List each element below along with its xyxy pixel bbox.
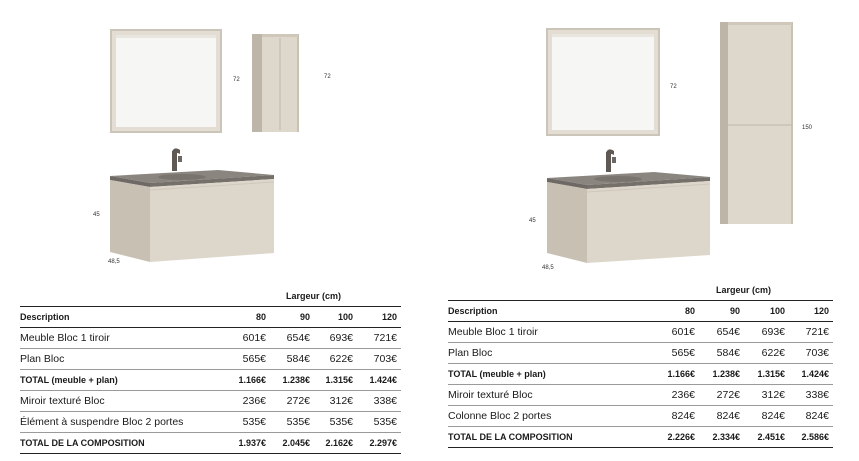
left-col-description: Description xyxy=(20,307,226,328)
price-cell: 535€ xyxy=(226,412,270,433)
right-col-width: 80 xyxy=(654,301,699,322)
left-product-illustration xyxy=(0,0,430,280)
price-cell: 824€ xyxy=(744,406,789,427)
price-cell: 1.315€ xyxy=(314,370,357,391)
price-cell: 654€ xyxy=(270,328,314,349)
right-vanity-image xyxy=(547,172,710,263)
table-row xyxy=(20,349,401,370)
price-cell: 703€ xyxy=(789,343,833,364)
table-row-subtotal xyxy=(448,364,833,385)
right-dim-vanity-height: 45 xyxy=(529,218,536,224)
right-dim-mirror-height: 72 xyxy=(670,84,677,90)
price-cell: 622€ xyxy=(744,343,789,364)
right-col-description: Description xyxy=(448,301,654,322)
table-row xyxy=(448,322,833,343)
left-dim-cabinet-height: 72 xyxy=(324,74,331,80)
table-row xyxy=(20,412,401,433)
right-composition xyxy=(430,0,859,461)
price-cell: 622€ xyxy=(314,349,357,370)
row-label: Élément à suspendre Bloc 2 portes xyxy=(20,412,226,433)
price-cell: 703€ xyxy=(357,349,401,370)
price-cell: 236€ xyxy=(226,391,270,412)
left-faucet-image xyxy=(172,148,182,171)
left-col-width: 90 xyxy=(270,307,314,328)
price-cell: 1.424€ xyxy=(357,370,401,391)
price-cell: 312€ xyxy=(314,391,357,412)
row-label: TOTAL DE LA COMPOSITION xyxy=(448,427,654,448)
price-cell: 2.045€ xyxy=(270,433,314,454)
price-cell: 2.451€ xyxy=(744,427,789,448)
price-cell: 721€ xyxy=(789,322,833,343)
row-label: Plan Bloc xyxy=(448,343,654,364)
price-cell: 338€ xyxy=(789,385,833,406)
price-cell: 236€ xyxy=(654,385,699,406)
row-label: TOTAL (meuble + plan) xyxy=(20,370,226,391)
left-largeur-label: Largeur (cm) xyxy=(285,291,341,301)
price-cell: 1.315€ xyxy=(744,364,789,385)
table-row xyxy=(20,328,401,349)
right-col-width: 100 xyxy=(744,301,789,322)
price-cell: 2.334€ xyxy=(699,427,744,448)
table-row xyxy=(448,406,833,427)
price-cell: 601€ xyxy=(654,322,699,343)
price-cell: 824€ xyxy=(699,406,744,427)
table-row-subtotal xyxy=(20,370,401,391)
price-cell: 338€ xyxy=(357,391,401,412)
price-cell: 2.297€ xyxy=(357,433,401,454)
price-cell: 272€ xyxy=(270,391,314,412)
table-row xyxy=(448,385,833,406)
price-cell: 312€ xyxy=(744,385,789,406)
price-cell: 1.166€ xyxy=(654,364,699,385)
left-mirror-image xyxy=(110,29,222,133)
right-table-header xyxy=(448,301,833,322)
left-col-width: 100 xyxy=(314,307,357,328)
price-cell: 654€ xyxy=(699,322,744,343)
left-wall-cabinet-image xyxy=(252,34,299,132)
price-cell: 824€ xyxy=(789,406,833,427)
price-cell: 693€ xyxy=(314,328,357,349)
left-table-header xyxy=(20,307,401,328)
price-cell: 1.424€ xyxy=(789,364,833,385)
table-row xyxy=(20,391,401,412)
row-label: Miroir texturé Bloc xyxy=(448,385,654,406)
right-column-image xyxy=(720,22,793,224)
row-label: Plan Bloc xyxy=(20,349,226,370)
right-dim-vanity-depth: 48,5 xyxy=(542,265,554,271)
right-mirror-image xyxy=(546,28,660,136)
table-row-total xyxy=(448,427,833,448)
price-cell: 272€ xyxy=(699,385,744,406)
row-label: Meuble Bloc 1 tiroir xyxy=(20,328,226,349)
price-cell: 601€ xyxy=(226,328,270,349)
price-cell: 1.166€ xyxy=(226,370,270,391)
right-price-table xyxy=(448,280,833,448)
price-cell: 584€ xyxy=(699,343,744,364)
left-col-width: 120 xyxy=(357,307,401,328)
row-label: Meuble Bloc 1 tiroir xyxy=(448,322,654,343)
right-dim-column-height: 150 xyxy=(802,125,813,131)
price-cell: 2.586€ xyxy=(789,427,833,448)
price-cell: 535€ xyxy=(357,412,401,433)
price-cell: 1.238€ xyxy=(699,364,744,385)
left-dim-mirror-height: 72 xyxy=(233,77,240,83)
table-row-total xyxy=(20,433,401,454)
price-cell: 693€ xyxy=(744,322,789,343)
price-cell: 824€ xyxy=(654,406,699,427)
left-dim-vanity-height: 45 xyxy=(93,212,100,218)
left-price-table xyxy=(20,286,401,454)
right-product-illustration xyxy=(430,0,859,280)
price-cell: 535€ xyxy=(270,412,314,433)
right-faucet-image xyxy=(606,149,616,172)
price-cell: 721€ xyxy=(357,328,401,349)
left-dim-vanity-depth: 48,5 xyxy=(108,259,120,265)
row-label: TOTAL (meuble + plan) xyxy=(448,364,654,385)
price-cell: 584€ xyxy=(270,349,314,370)
row-label: Miroir texturé Bloc xyxy=(20,391,226,412)
right-col-width: 90 xyxy=(699,301,744,322)
table-row xyxy=(448,343,833,364)
price-cell: 535€ xyxy=(314,412,357,433)
right-col-width: 120 xyxy=(789,301,833,322)
left-col-width: 80 xyxy=(226,307,270,328)
price-cell: 565€ xyxy=(654,343,699,364)
price-cell: 1.937€ xyxy=(226,433,270,454)
price-cell: 1.238€ xyxy=(270,370,314,391)
price-cell: 565€ xyxy=(226,349,270,370)
row-label: Colonne Bloc 2 portes xyxy=(448,406,654,427)
price-cell: 2.226€ xyxy=(654,427,699,448)
left-vanity-image xyxy=(110,170,274,262)
price-cell: 2.162€ xyxy=(314,433,357,454)
right-largeur-label: Largeur (cm) xyxy=(715,285,771,295)
row-label: TOTAL DE LA COMPOSITION xyxy=(20,433,226,454)
